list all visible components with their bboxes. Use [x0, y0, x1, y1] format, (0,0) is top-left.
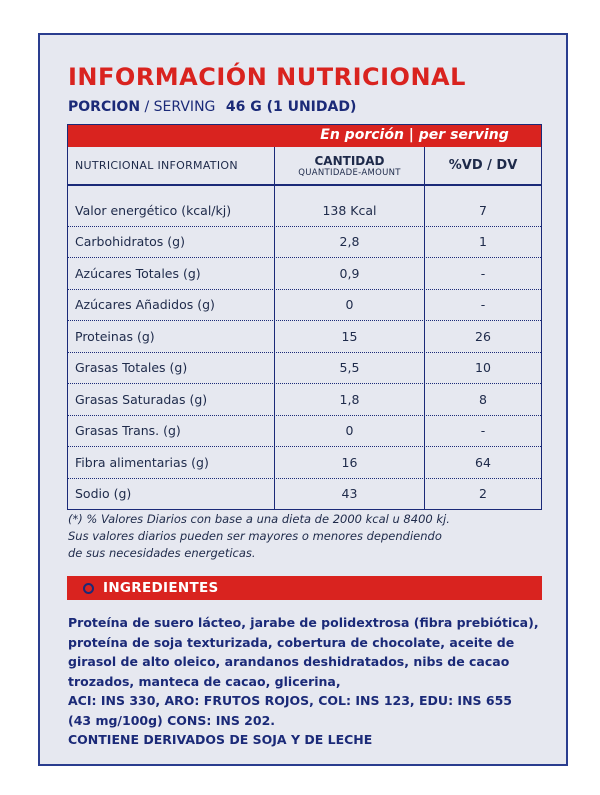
ingredients-text [68, 613, 546, 750]
table-spacer [68, 186, 541, 195]
nutrient-name: Sodio (g) [75, 486, 132, 502]
nutrient-dv: - [424, 416, 541, 447]
amount-header-label: CANTIDAD [314, 153, 385, 168]
nutrient-amount: 0 [274, 416, 424, 447]
nutrient-name: Azúcares Añadidos (g) [75, 297, 215, 313]
nutrient-name: Azúcares Totales (g) [75, 265, 201, 281]
table-row [68, 384, 541, 416]
amount-header-sublabel: QUANTIDADE-AMOUNT [298, 167, 401, 178]
serving-label-en: / SERVING [140, 99, 216, 115]
column-header-dv: %VD / DV [424, 147, 541, 184]
nutrient-amount: 43 [274, 479, 424, 510]
nutrient-amount: 1,8 [274, 384, 424, 415]
nutrient-name: Proteinas (g) [75, 328, 155, 344]
serving-amount: 46 G (1 UNIDAD) [225, 99, 357, 115]
ingredients-line: (43 mg/100g) CONS: INS 202. [68, 712, 276, 728]
serving-size [68, 99, 356, 115]
table-row [68, 321, 541, 353]
footnote-line: de sus necesidades energeticas. [68, 546, 256, 560]
nutrition-table [67, 124, 542, 510]
column-header-amount [274, 147, 424, 184]
nutrient-dv: 1 [424, 227, 541, 258]
nutrient-dv: 7 [424, 195, 541, 226]
ingredients-heading-bar [67, 576, 542, 600]
footnote-line: Sus valores diarios pueden ser mayores o menores dependiendo [68, 529, 442, 543]
nutrient-dv: - [424, 290, 541, 321]
table-row [68, 290, 541, 322]
table-row [68, 416, 541, 448]
ingredients-line: proteína de soja texturizada, cobertura de chocolate, aceite de [68, 634, 515, 650]
nutrient-dv: 2 [424, 479, 541, 510]
nutrient-amount: 138 Kcal [274, 195, 424, 226]
nutrient-dv: 64 [424, 447, 541, 478]
table-row [68, 447, 541, 479]
nutrient-name: Fibra alimentarias (g) [75, 454, 209, 470]
nutrient-amount: 15 [274, 321, 424, 352]
ingredients-heading: INGREDIENTES [103, 580, 219, 596]
ingredients-line: girasol de alto oleico, arandanos deshidratados, nibs de cacao [68, 654, 510, 669]
nutrient-dv: 8 [424, 384, 541, 415]
bullet-circle-icon [83, 583, 94, 594]
daily-value-footnote [68, 511, 538, 562]
table-row [68, 195, 541, 227]
nutrient-name: Grasas Totales (g) [75, 360, 188, 376]
ingredients-line: ACI: INS 330, ARO: FRUTOS ROJOS, COL: INS 123, EDU: INS 655 [68, 693, 512, 708]
nutrient-amount: 16 [274, 447, 424, 478]
table-body [68, 195, 541, 509]
table-row [68, 258, 541, 290]
ingredients-line: trozados, manteca de cacao, glicerina, [68, 673, 341, 689]
nutrient-dv: - [424, 258, 541, 289]
table-row [68, 227, 541, 259]
column-header-nutrient: NUTRICIONAL INFORMATION [75, 159, 238, 172]
nutrient-amount: 0,9 [274, 258, 424, 289]
table-header [68, 147, 541, 186]
per-serving-label: En porción | per serving [320, 127, 509, 143]
per-serving-banner [68, 125, 541, 147]
allergen-warning: CONTIENE DERIVADOS DE SOJA Y DE LECHE [68, 732, 373, 747]
nutrient-name: Grasas Trans. (g) [75, 423, 181, 439]
nutrient-amount: 0 [274, 290, 424, 321]
table-row [68, 479, 541, 510]
nutrient-dv: 26 [424, 321, 541, 352]
serving-label: PORCION [68, 99, 141, 115]
nutrient-amount: 2,8 [274, 227, 424, 258]
ingredients-line: Proteína de suero lácteo, jarabe de polidextrosa (fibra prebiótica), [68, 615, 539, 630]
nutrient-amount: 5,5 [274, 353, 424, 384]
nutrient-name: Carbohidratos (g) [75, 234, 185, 250]
nutrient-name: Grasas Saturadas (g) [75, 391, 208, 407]
table-row [68, 353, 541, 385]
page-title: INFORMACIÓN NUTRICIONAL [68, 63, 466, 91]
nutrition-label-card [38, 33, 568, 766]
nutrient-name: Valor energético (kcal/kj) [75, 202, 232, 218]
footnote-line: (*) % Valores Diarios con base a una dieta de 2000 kcal u 8400 kj. [68, 512, 450, 526]
nutrient-dv: 10 [424, 353, 541, 384]
